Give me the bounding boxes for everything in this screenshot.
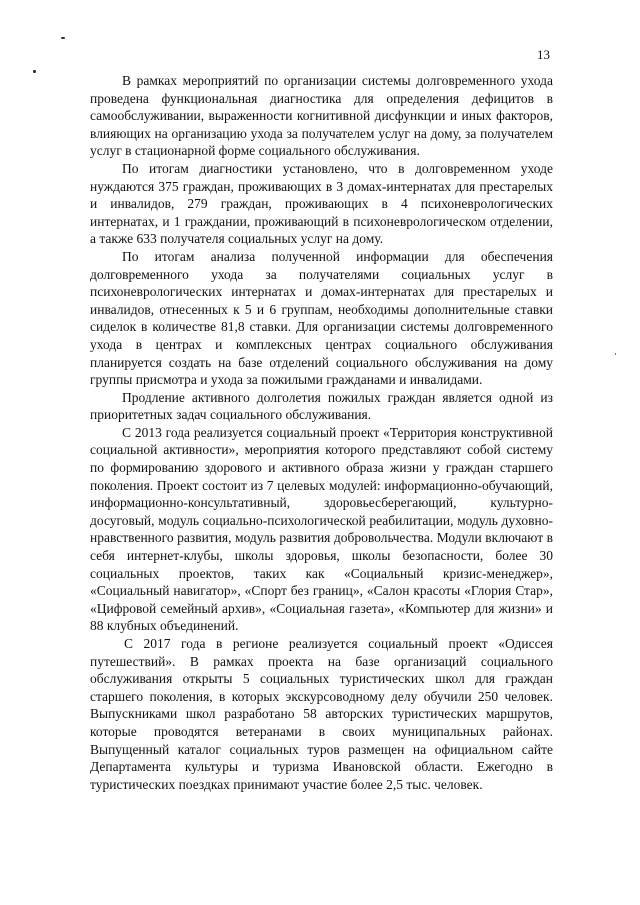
paragraph-territory-project: С 2013 года реализуется социальный проект «Территория конструктивной социальной активности», мероприятия которого представляют собой систему по формированию здорового и активного образа жизни у граждан старшего поколения. Проект состоит из 7 целевых модулей: информационно-обучающий, информационно-консультативный, здоровьесберегающий, культурно-досуговый, модуль социально-психологической реабилитации, модуль духовно-нравственного развития, модуль развития добровольчества. Модули включают в себя интернет-клубы, школы здоровья, школы безопасности, более 30 социальных проектов, таких как «Социальный кризис-менеджер», «Социальный навигатор», «Спорт без границ», «Салон красоты «Глория Стар», «Цифровой семейный архив», «Социальная газета», «Компьютер для жизни» и 88 клубных объединений. [90, 424, 553, 634]
document-body [90, 72, 553, 793]
paragraph-odyssey-project: С 2017 года в регионе реализуется социальный проект «Одиссея путешествий». В рамках проекта на базе организаций социального обслуживания открыты 5 социальных туристических школ для граждан старшего поколения, в которых экскурсоводному делу обучили 250 человек. Выпускниками школ разработано 58 авторских туристических маршрутов, которые проводятся ветеранами в своих муниципальных районах. Выпущенный каталог социальных туров размещен на официальном сайте Департамента культуры и туризма Ивановской области. Ежегодно в туристических поездках принимают участие более 2,5 тыс. человек. [90, 636, 553, 792]
paragraph-analysis-results: По итогам анализа полученной информации для обеспечения долговременного ухода за получателями социальных услуг в психоневрологических интернатах и домах-интернатах для престарелых и инвалидов, отнесенных к 5 и 6 группам, необходимы дополнительные ставки сиделок в количестве 81,8 ставки. Для организации системы долговременного ухода в центрах и комплексных центрах социального обслуживания планируется создать на базе отделений социального обслуживания на дому группы присмотра и ухода за пожилыми гражданами и инвалидами. [90, 248, 553, 388]
scan-speck [615, 353, 616, 355]
page-number: 13 [537, 47, 550, 62]
scan-speck [33, 70, 36, 73]
paragraph-long-term-care-diagnostics: В рамках мероприятий по организации системы долговременного ухода проведена функциональная диагностика для определения дефицитов в самообслуживании, выраженности когнитивной дисфункции и иных факторов, влияющих на организацию ухода за получателем услуг на дому, за получателем услуг в стационарной форме социального обслуживания. [90, 73, 553, 159]
scan-speck [61, 37, 65, 39]
paragraph-active-longevity: Продление активного долголетия пожилых граждан является одной из приоритетных задач социального обслуживания. [90, 389, 553, 423]
paragraph-diagnostics-results: По итогам диагностики установлено, что в долговременном уходе нуждаются 375 граждан, проживающих в 3 домах-интернатах для престарелых и инвалидов, 279 граждан, проживающих в 4 психоневрологических интернатах, и 1 граждании, проживающий в психоневрологическом отделении, а также 633 получателя социальных услуг на дому. [90, 160, 553, 247]
